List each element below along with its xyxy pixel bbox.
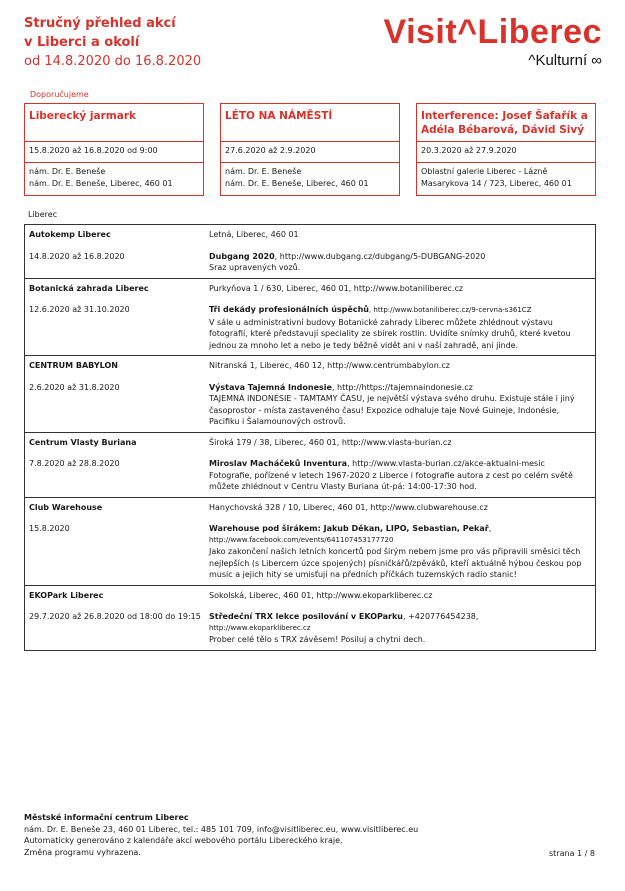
event-detail-cell [205, 225, 595, 278]
recommended-label: Doporučujeme [30, 90, 89, 99]
venue-name: Club Warehouse [29, 502, 103, 512]
recommended-date: 27.6.2020 až 2.9.2020 [221, 142, 399, 163]
venue-address: Hanychovská 328 / 10, Liberec, 460 01, http://www.clubwarehouse.cz [209, 502, 488, 512]
event-description: Jako zakončení našich letních koncertů pod širým nebem jsme pro vás připravili směsici těch nejlepších (s Libercem úzce spojených) písničkářů/zpěváků, kteří aktuálně hýbou českou pop music a jejich hity se umisťují na předních příčkách tuzemských radio stanic! [209, 547, 582, 579]
recommended-card [24, 103, 204, 196]
event-venue-cell [25, 279, 205, 356]
recommended-card [416, 103, 596, 196]
footer-contact: nám. Dr. E. Beneše 23, 460 01 Liberec, tel.: 485 101 709, info@visitliberec.eu, www.visitliberec.eu [24, 824, 419, 834]
table-row [25, 278, 595, 356]
table-row [25, 497, 595, 585]
event-link[interactable]: , http://www.vlasta-burian.cz/akce-aktualni-mesic [347, 459, 545, 468]
logo-subtitle: ^Kulturní ∞ [528, 52, 602, 69]
recommended-title: LÉTO NA NÁMĚSTÍ [221, 104, 399, 142]
event-title: Dubgang 2020 [209, 251, 275, 261]
event-title-line [209, 382, 591, 394]
event-date: 12.6.2020 až 31.10.2020 [29, 305, 130, 314]
place-name: nám. Dr. E. Beneše [29, 167, 106, 176]
event-title: Warehouse pod širákem: Jakub Děkan, LIPO, Sebastian, Pekař [209, 524, 489, 533]
venue-name: Centrum Vlasty Buriana [29, 437, 137, 447]
event-detail-cell [205, 498, 595, 585]
event-venue-cell [25, 433, 205, 497]
event-venue-cell [25, 498, 205, 585]
place-address: nám. Dr. E. Beneše, Liberec, 460 01 [29, 179, 173, 188]
recommended-card [220, 103, 400, 196]
event-title: Tři dekády profesionálních úspěchů [209, 305, 369, 314]
event-link[interactable]: http://www.facebook.com/events/641107453177720 [209, 535, 394, 544]
place-address: Masarykova 14 / 723, Liberec, 460 01 [421, 179, 572, 188]
place-name: Oblastní galerie Liberec - Lázně [421, 167, 548, 176]
event-title-line [209, 304, 591, 317]
venue-address: Široká 179 / 38, Liberec, 460 01, http://www.vlasta-burian.cz [209, 437, 452, 447]
event-title: Výstava Tajemná Indonesie [209, 382, 332, 392]
place-address: nám. Dr. E. Beneše, Liberec, 460 01 [225, 179, 369, 188]
event-venue-cell [25, 225, 205, 278]
footer-disclaimer: Změna programu vyhrazena. [24, 847, 141, 857]
table-row [25, 225, 595, 278]
event-title: Středeční TRX lekce posilování v EKOParku [209, 612, 403, 621]
page-header [24, 14, 604, 74]
visitliberec-logo [384, 14, 603, 70]
venue-address: Letná, Liberec, 460 01 [209, 230, 299, 239]
page-footer [24, 812, 596, 858]
event-detail-cell [205, 586, 595, 650]
event-title: Miroslav Macháčeků Inventura [209, 459, 348, 468]
table-row [25, 585, 595, 650]
venue-name: Autokemp Liberec [29, 230, 111, 239]
recommended-title: Interference: Josef Šafařík a Adéla Bébarová, Dávid Sivý [417, 104, 595, 142]
event-detail-cell [205, 356, 595, 432]
recommended-date: 15.8.2020 až 16.8.2020 od 9:00 [25, 142, 203, 163]
recommended-title: Liberecký jarmark [25, 104, 203, 142]
title-date-range: od 14.8.2020 do 16.8.2020 [24, 54, 202, 69]
recommended-place [25, 163, 203, 190]
event-detail-cell [205, 433, 595, 497]
table-row [25, 355, 595, 432]
table-row [25, 432, 595, 497]
event-phone: , +420776454238, [403, 612, 479, 621]
recommended-place [221, 163, 399, 190]
event-title-suffix: , [488, 524, 492, 533]
event-date: 15.8.2020 [29, 524, 70, 533]
event-venue-cell [25, 586, 205, 650]
event-title-line [209, 458, 591, 470]
recommended-place [417, 163, 595, 190]
event-title-line [209, 523, 591, 535]
place-name: nám. Dr. E. Beneše [225, 167, 302, 176]
event-venue-cell [25, 356, 205, 432]
venue-address: Purkyňova 1 / 630, Liberec, 460 01, http://www.botaniliberec.cz [209, 283, 464, 293]
event-title-line [209, 611, 591, 623]
event-link[interactable]: , http://www.botaniliberec.cz/9-cervna-s361CZ [368, 306, 532, 314]
event-date: 14.8.2020 až 16.8.2020 [29, 251, 125, 261]
footer-note: Automaticky generováno z kalendáře akcí webového portálu Libereckého kraje. [24, 836, 343, 845]
event-link[interactable]: , http://https://tajemnaindonesie.cz [331, 382, 473, 392]
footer-organization: Městské informační centrum Liberec [24, 813, 189, 822]
logo-wordmark: Visit^Liberec [383, 13, 602, 51]
title-line-2: v Liberci a okolí [24, 35, 140, 50]
event-description: Sraz upravených vozů. [209, 263, 301, 272]
event-date: 2.6.2020 až 31.8.2020 [29, 382, 120, 392]
event-date: 29.7.2020 až 26.8.2020 od 18:00 do 19:15 [29, 612, 201, 621]
event-detail-cell [205, 279, 595, 356]
event-description: Fotografie, pořízené v letech 1967-2020 z Liberce i fotografie autora z cest po celém světě můžete zhlédnout v Centru Vlasty Buriana út-pá: 14:00-17:30 hod. [209, 470, 573, 491]
venue-name: EKOPark Liberec [29, 590, 104, 600]
event-description: V sále u administrativní budovy Botanické zahrady Liberec můžete zhlédnout výstavu fotografií, které představují speciality ze sbírek rostlin. Uvidíte snímky druhů, které kvetou jednou za mnoho let a nebo je tedy běžně vidět ani v naší zahradě, ani jinde. [209, 317, 571, 350]
recommended-date: 20.3.2020 až 27.9.2020 [417, 142, 595, 163]
venue-address: Sokolská, Liberec, 460 01, http://www.ekoparkliberec.cz [209, 590, 433, 600]
title-line-1: Stručný přehled akcí [24, 16, 176, 31]
events-table [24, 224, 596, 651]
event-title-line [209, 251, 591, 263]
venue-address: Nitranská 1, Liberec, 460 12, http://www.centrumbabylon.cz [209, 361, 450, 370]
event-description: Prober celé tělo s TRX závěsem! Posiluj a chytni dech. [209, 635, 426, 644]
section-label-city: Liberec [28, 210, 58, 219]
venue-name: Botanická zahrada Liberec [29, 283, 149, 293]
event-link[interactable]: , http://www.dubgang.cz/dubgang/5-DUBGANG-2020 [274, 251, 486, 261]
page-number: strana 1 / 8 [549, 849, 595, 858]
venue-name: CENTRUM BABYLON [29, 361, 118, 370]
event-description: TAJEMNÁ INDONÉSIE - TAMTAMY ČASU, je největší výstava svého druhu. Existuje stále i jiný časoprostor - místa zastaveného času! Expozice odhaluje taje Nové Guineje, Indonésie, Pacifiku i Šalamounových ostrovů. [209, 394, 575, 426]
recommended-row [24, 103, 596, 196]
event-date: 7.8.2020 až 28.8.2020 [29, 459, 120, 468]
event-link[interactable]: http://www.ekoparkliberec.cz [209, 623, 311, 632]
document-title [24, 14, 201, 71]
